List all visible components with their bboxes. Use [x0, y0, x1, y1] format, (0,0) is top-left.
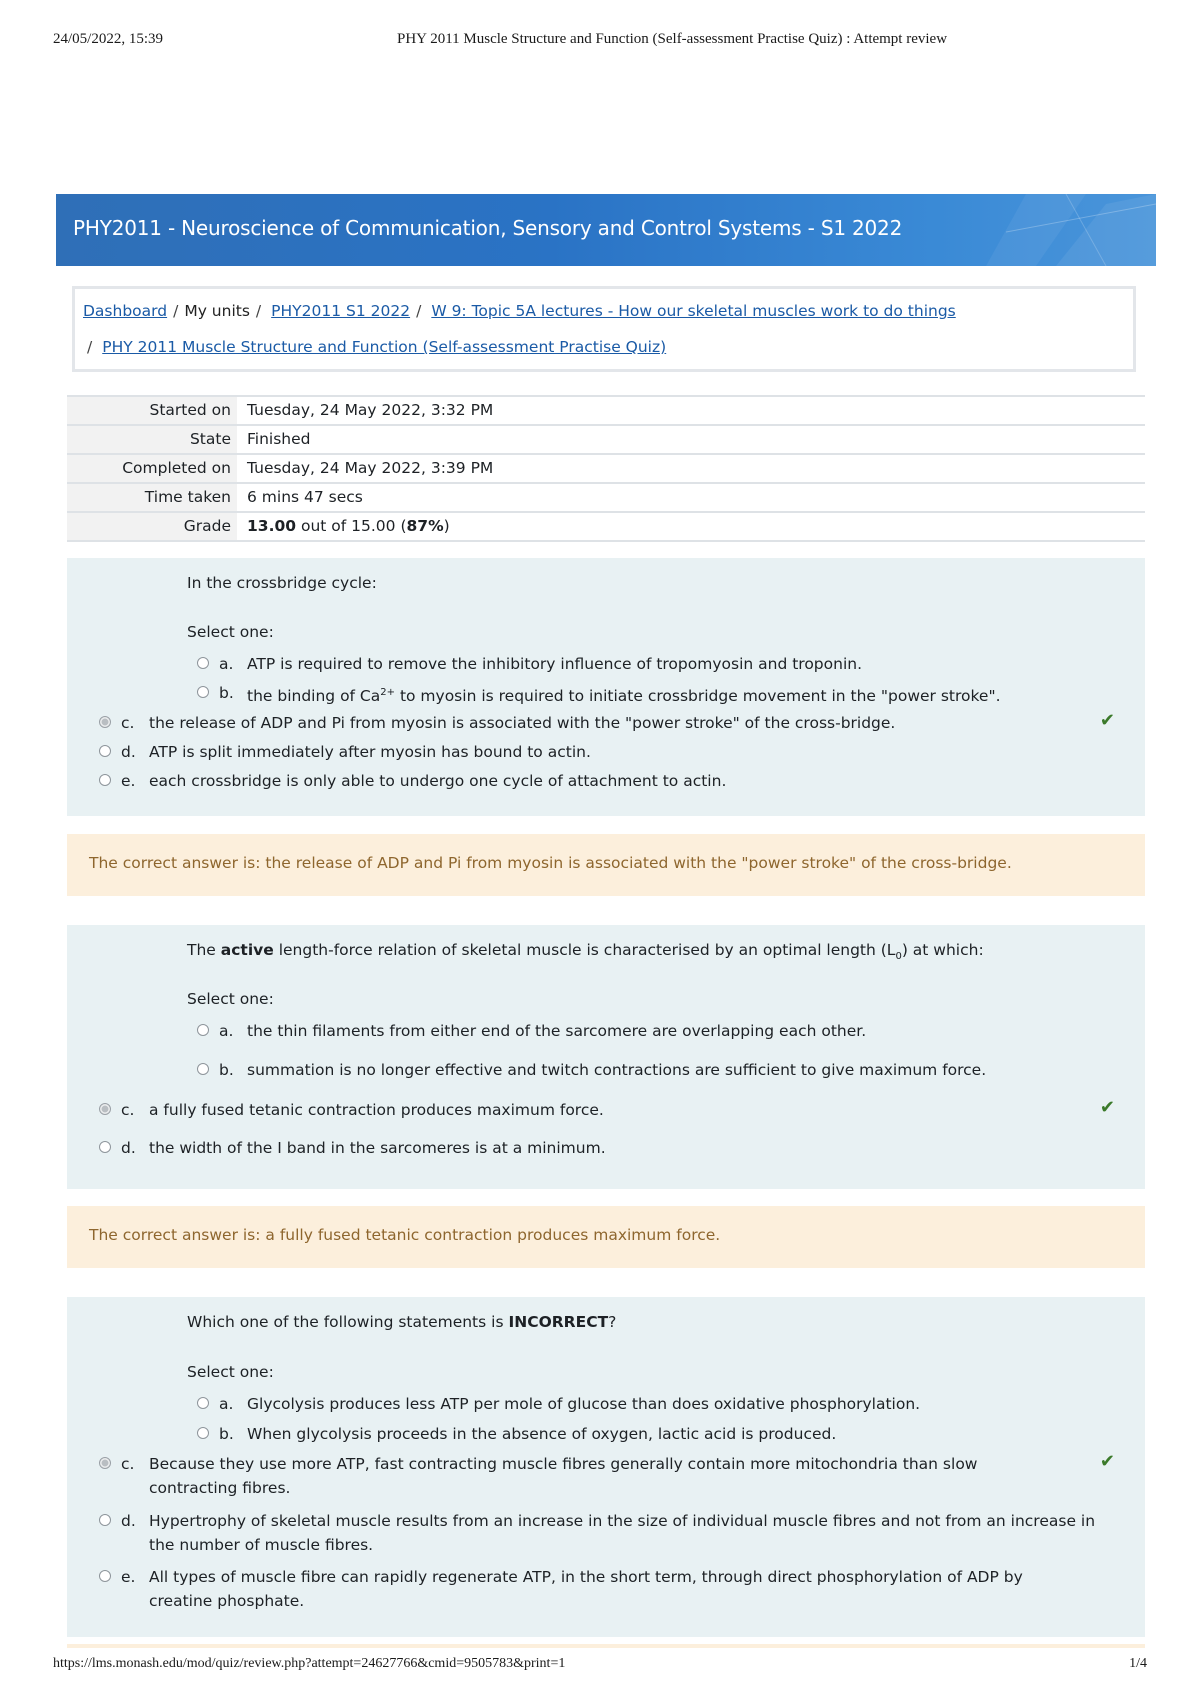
breadcrumb-separator: /	[173, 302, 179, 320]
option-letter: c.	[121, 1101, 135, 1119]
radio-icon[interactable]	[99, 774, 111, 786]
course-title: PHY2011 - Neuroscience of Communication, Sensory and Control Systems - S1 2022	[73, 216, 903, 240]
radio-icon[interactable]	[197, 1063, 209, 1075]
print-header	[53, 31, 1147, 51]
answer-option-d[interactable]	[99, 1136, 1099, 1160]
breadcrumb	[72, 286, 1136, 372]
answer-option-a[interactable]	[197, 1019, 1097, 1043]
question-text-part: Which one of the following statements is	[187, 1313, 509, 1331]
breadcrumb-my-units: My units	[184, 302, 250, 320]
question-text-part: The	[187, 941, 221, 959]
summary-row-started	[67, 397, 1145, 426]
summary-grade-value	[237, 513, 450, 540]
option-text: ATP is required to remove the inhibitory influence of tropomyosin and troponin.	[247, 655, 863, 673]
option-letter: e.	[121, 1568, 136, 1586]
summary-label: Started on	[67, 397, 237, 424]
radio-selected-icon[interactable]	[99, 716, 111, 728]
answer-option-b[interactable]	[197, 681, 1097, 705]
question-text-part: length-force relation of skeletal muscle is characterised by an optimal length (L	[273, 941, 896, 959]
radio-selected-icon[interactable]	[99, 1103, 111, 1115]
question-text	[187, 1313, 616, 1331]
radio-icon[interactable]	[197, 1024, 209, 1036]
option-letter: b.	[219, 1061, 234, 1079]
summary-row-completed	[67, 455, 1145, 484]
option-text: each crossbridge is only able to undergo one cycle of attachment to actin.	[149, 772, 727, 790]
summary-value: Tuesday, 24 May 2022, 3:32 PM	[247, 401, 494, 419]
summary-value: 6 mins 47 secs	[247, 488, 363, 506]
correct-answer-text: The correct answer is: the release of ADP and Pi from myosin is associated with the "power stroke" of the cross-bridge.	[89, 854, 1012, 872]
answer-option-d[interactable]	[99, 740, 1099, 764]
summary-label: State	[67, 426, 237, 453]
radio-icon[interactable]	[99, 745, 111, 757]
option-text-part: the binding of Ca	[247, 687, 381, 706]
feedback-3-edge	[67, 1644, 1145, 1648]
option-text-part: to myosin is required to initiate crossbridge movement in the "power stroke".	[395, 687, 1001, 706]
option-letter: b.	[219, 1425, 234, 1443]
answer-option-a[interactable]	[197, 1392, 1097, 1416]
breadcrumb-unit-link[interactable]: PHY2011 S1 2022	[271, 302, 411, 320]
breadcrumb-quiz-link[interactable]: PHY 2011 Muscle Structure and Function (Self-assessment Practise Quiz)	[102, 338, 667, 356]
option-text: All types of muscle fibre can rapidly regenerate ATP, in the short term, through direct phosphorylation of ADP by creatine phosphate.	[149, 1568, 1023, 1610]
summary-label: Completed on	[67, 455, 237, 482]
answer-option-d[interactable]	[99, 1509, 1099, 1559]
question-text	[187, 941, 984, 962]
select-one-prompt: Select one:	[187, 990, 274, 1008]
option-text: Glycolysis produces less ATP per mole of glucose than does oxidative phosphorylation.	[247, 1395, 921, 1413]
question-text-part: ) at which:	[901, 941, 984, 959]
option-text: the thin filaments from either end of the sarcomere are overlapping each other.	[247, 1022, 867, 1040]
page-number: 1/4	[1129, 1656, 1147, 1671]
grade-percent: 87%	[406, 517, 444, 535]
radio-icon[interactable]	[99, 1514, 111, 1526]
question-3	[67, 1297, 1145, 1637]
breadcrumb-separator: /	[416, 302, 422, 320]
answer-option-c[interactable]	[99, 711, 1099, 735]
feedback-2	[67, 1206, 1145, 1268]
question-2	[67, 925, 1145, 1189]
select-one-prompt: Select one:	[187, 1363, 274, 1381]
summary-value: Tuesday, 24 May 2022, 3:39 PM	[247, 459, 494, 477]
option-letter: e.	[121, 772, 136, 790]
option-text: Hypertrophy of skeletal muscle results from an increase in the size of individual muscle fibres and not from an increase in the number of muscle fibres.	[149, 1512, 1096, 1554]
option-text: summation is no longer effective and twitch contractions are sufficient to give maximum force.	[247, 1061, 987, 1079]
radio-icon[interactable]	[99, 1570, 111, 1582]
question-text-bold: INCORRECT	[508, 1313, 609, 1331]
option-letter: a.	[219, 1395, 234, 1413]
option-letter: a.	[219, 1022, 234, 1040]
grade-score: 13.00	[247, 517, 297, 535]
subscript: 0	[895, 951, 902, 963]
radio-icon[interactable]	[99, 1141, 111, 1153]
summary-row-time-taken	[67, 484, 1145, 513]
option-letter: c.	[121, 1455, 135, 1473]
radio-icon[interactable]	[197, 686, 209, 698]
radio-selected-icon[interactable]	[99, 1457, 111, 1469]
answer-option-c[interactable]	[99, 1452, 1099, 1502]
answer-option-b[interactable]	[197, 1058, 1097, 1082]
summary-label: Time taken	[67, 484, 237, 511]
answer-option-e[interactable]	[99, 769, 1099, 793]
grade-close: )	[443, 517, 450, 535]
print-timestamp: 24/05/2022, 15:39	[53, 31, 164, 47]
option-letter: c.	[121, 714, 135, 732]
breadcrumb-dashboard-link[interactable]: Dashboard	[83, 302, 168, 320]
option-letter: d.	[121, 1139, 136, 1157]
superscript: 2+	[380, 687, 396, 698]
breadcrumb-separator: /	[255, 302, 262, 320]
option-letter: d.	[121, 743, 136, 761]
summary-row-state	[67, 426, 1145, 455]
answer-option-c[interactable]	[99, 1098, 1099, 1122]
option-letter: b.	[219, 684, 234, 702]
correct-answer-text: The correct answer is: a fully fused tetanic contraction produces maximum force.	[89, 1226, 721, 1244]
question-text-part: ?	[608, 1313, 617, 1331]
radio-icon[interactable]	[197, 1397, 209, 1409]
attempt-summary-table	[67, 395, 1145, 542]
grade-out-of: out of 15.00 (	[300, 517, 407, 535]
question-1	[67, 558, 1145, 816]
summary-label: Grade	[67, 513, 237, 540]
radio-icon[interactable]	[197, 657, 209, 669]
option-text: the release of ADP and Pi from myosin is associated with the "power stroke" of the cross-bridge.	[149, 714, 896, 732]
option-text	[247, 681, 1001, 708]
answer-option-a[interactable]	[197, 652, 1097, 676]
option-letter: d.	[121, 1512, 136, 1530]
option-letter: a.	[219, 655, 234, 673]
option-text: a fully fused tetanic contraction produces maximum force.	[149, 1101, 604, 1119]
feedback-1	[67, 834, 1145, 896]
print-url: https://lms.monash.edu/mod/quiz/review.php?attempt=24627766&cmid=9505783&print=1	[53, 1656, 566, 1671]
course-banner	[56, 194, 1156, 266]
breadcrumb-week-link[interactable]: W 9: Topic 5A lectures - How our skeletal muscles work to do things	[431, 302, 956, 320]
breadcrumb-separator: /	[87, 338, 93, 356]
summary-value: Finished	[247, 430, 311, 448]
summary-row-grade	[67, 513, 1145, 542]
question-text: In the crossbridge cycle:	[187, 574, 377, 592]
option-text: Because they use more ATP, fast contracting muscle fibres generally contain more mitochondria than slow contracting fibres.	[149, 1455, 978, 1497]
check-icon: ✔	[1099, 1451, 1115, 1472]
check-icon: ✔	[1099, 710, 1115, 731]
option-text: When glycolysis proceeds in the absence of oxygen, lactic acid is produced.	[247, 1425, 837, 1443]
check-icon: ✔	[1099, 1097, 1115, 1118]
print-document-title: PHY 2011 Muscle Structure and Function (Self-assessment Practise Quiz) : Attempt review	[397, 31, 948, 47]
answer-option-e[interactable]	[99, 1565, 1099, 1615]
radio-icon[interactable]	[197, 1427, 209, 1439]
select-one-prompt: Select one:	[187, 623, 274, 641]
question-text-bold: active	[220, 941, 274, 959]
option-text: ATP is split immediately after myosin has bound to actin.	[149, 743, 591, 761]
answer-option-b[interactable]	[197, 1422, 1097, 1446]
print-footer	[53, 1656, 1147, 1676]
option-text: the width of the I band in the sarcomeres is at a minimum.	[149, 1139, 606, 1157]
